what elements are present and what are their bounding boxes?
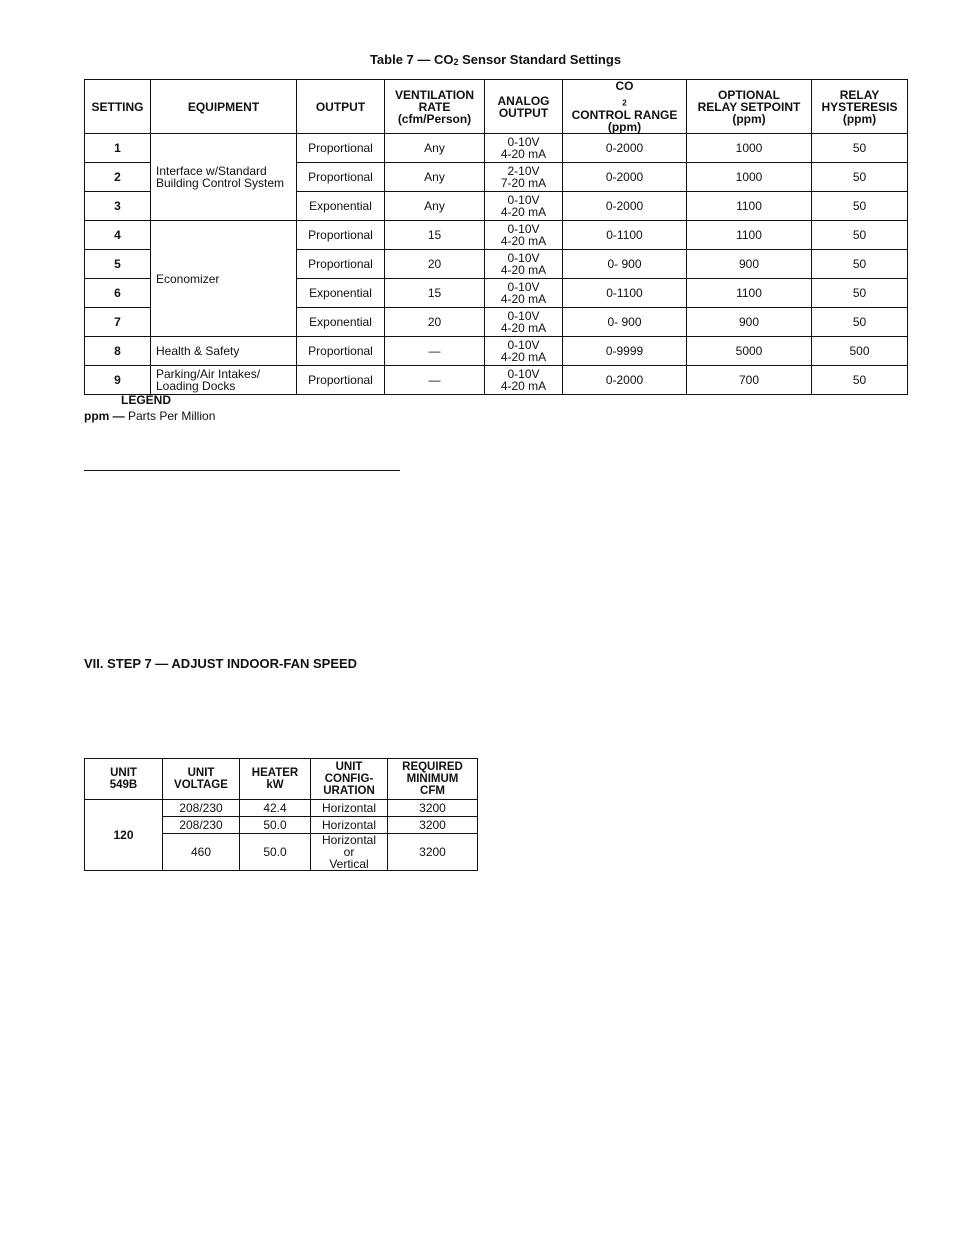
cell-output: Exponential: [297, 192, 385, 221]
cell-setting: 1: [85, 134, 151, 163]
cell-line: 2-10V: [507, 164, 540, 179]
cell-analog-output: [485, 308, 563, 337]
cell-relay-hysteresis: 50: [812, 366, 908, 395]
cell-line: 4-20 mA: [500, 321, 547, 336]
cell-configuration: [311, 817, 388, 834]
cell-line: 4-20 mA: [500, 292, 547, 307]
cell-line: 4-20 mA: [500, 350, 547, 365]
cell-ventilation-rate: Any: [385, 163, 485, 192]
cell-equipment: [151, 337, 297, 366]
cell-setting: 6: [85, 279, 151, 308]
cell-setting: 3: [85, 192, 151, 221]
cell-setting: 8: [85, 337, 151, 366]
col-co2-control-range: CO $_2$ CONTROL RANGE (ppm): [563, 80, 687, 134]
cell-relay-setpoint: 1000: [687, 134, 812, 163]
cell-line: 0-10V: [507, 251, 540, 266]
cell-line: or: [343, 845, 355, 859]
col-output: OUTPUT: [297, 80, 385, 134]
cell-voltage: 208/230: [163, 817, 240, 834]
cell-line: 0-10V: [507, 135, 540, 150]
cell-equipment: [151, 366, 297, 395]
divider-rule: [84, 470, 400, 471]
cell-output: Proportional: [297, 366, 385, 395]
cell-line: 4-20 mA: [500, 234, 547, 249]
cell-unit: 120: [85, 800, 163, 871]
col-configuration: UNIT CONFIG- URATION: [311, 759, 388, 800]
cell-equipment: [151, 134, 297, 221]
cell-control-range: 0-1100: [563, 279, 687, 308]
cell-line: 0-10V: [507, 367, 540, 382]
cell-relay-hysteresis: 50: [812, 308, 908, 337]
cell-relay-hysteresis: 50: [812, 134, 908, 163]
cell-setting: 5: [85, 250, 151, 279]
title-subscript: 2: [453, 57, 459, 67]
cell-relay-hysteresis: 50: [812, 221, 908, 250]
cell-ventilation-rate: 20: [385, 308, 485, 337]
cell-output: Proportional: [297, 250, 385, 279]
col-voltage: UNIT VOLTAGE: [163, 759, 240, 800]
cell-setting: 9: [85, 366, 151, 395]
cell-relay-setpoint: 1100: [687, 192, 812, 221]
col-heater-kw: HEATER kW: [240, 759, 311, 800]
cell-control-range: 0-2000: [563, 134, 687, 163]
cell-control-range: 0-9999: [563, 337, 687, 366]
table-row: [85, 337, 908, 366]
legend-meaning: Parts Per Million: [124, 409, 216, 423]
title-suffix: Sensor Standard Settings: [458, 52, 622, 67]
cell-analog-output: [485, 221, 563, 250]
cell-configuration: [311, 800, 388, 817]
table-row: [85, 800, 478, 817]
minimum-cfm-table: [84, 758, 478, 871]
col-optional-relay-setpoint: OPTIONAL RELAY SETPOINT (ppm): [687, 80, 812, 134]
cell-heater-kw: 42.4: [240, 800, 311, 817]
cell-relay-setpoint: 5000: [687, 337, 812, 366]
legend-entry: [84, 409, 215, 423]
cell-heater-kw: 50.0: [240, 834, 311, 871]
cell-line: Economizer: [156, 271, 220, 286]
cell-analog-output: [485, 163, 563, 192]
cell-analog-output: [485, 192, 563, 221]
cell-relay-setpoint: 900: [687, 250, 812, 279]
col-ventilation-rate: VENTILATION RATE (cfm/Person): [385, 80, 485, 134]
header-row: [85, 80, 908, 134]
cell-control-range: 0-2000: [563, 366, 687, 395]
col-required-cfm: REQUIRED MINIMUM CFM: [388, 759, 478, 800]
col-equipment: EQUIPMENT: [151, 80, 297, 134]
cell-line: Building Control System: [156, 176, 285, 191]
cell-line: Loading Docks: [156, 379, 236, 394]
cell-line: 0-10V: [507, 222, 540, 237]
col-analog-output: ANALOG OUTPUT: [485, 80, 563, 134]
cell-required-cfm: 3200: [388, 834, 478, 871]
cell-output: Exponential: [297, 279, 385, 308]
cell-analog-output: [485, 250, 563, 279]
cell-ventilation-rate: Any: [385, 134, 485, 163]
cell-configuration: [311, 834, 388, 871]
cell-relay-setpoint: 900: [687, 308, 812, 337]
cell-line: Horizontal: [321, 801, 377, 815]
cell-output: Proportional: [297, 134, 385, 163]
cell-relay-hysteresis: 50: [812, 279, 908, 308]
cell-ventilation-rate: —: [385, 366, 485, 395]
cell-line: 4-20 mA: [500, 379, 547, 394]
cell-line: 0-10V: [507, 193, 540, 208]
cell-analog-output: [485, 366, 563, 395]
cell-voltage: 208/230: [163, 800, 240, 817]
cell-analog-output: [485, 134, 563, 163]
cell-control-range: 0-1100: [563, 221, 687, 250]
title-prefix: Table 7 — CO: [369, 52, 454, 67]
cell-line: 0-10V: [507, 280, 540, 295]
cell-relay-setpoint: 1100: [687, 279, 812, 308]
cell-line: Vertical: [329, 857, 369, 871]
cell-control-range: 0-2000: [563, 163, 687, 192]
cell-line: 4-20 mA: [500, 147, 547, 162]
cell-relay-setpoint: 1000: [687, 163, 812, 192]
cell-ventilation-rate: 15: [385, 279, 485, 308]
table-row: [85, 134, 908, 163]
cell-relay-setpoint: 1100: [687, 221, 812, 250]
cell-control-range: 0- 900: [563, 250, 687, 279]
cell-voltage: 460: [163, 834, 240, 871]
cell-line: 0-10V: [507, 338, 540, 353]
cell-ventilation-rate: Any: [385, 192, 485, 221]
cell-line: 4-20 mA: [500, 263, 547, 278]
cell-output: Proportional: [297, 221, 385, 250]
cell-line: 4-20 mA: [500, 205, 547, 220]
cell-line: 0-10V: [507, 309, 540, 324]
co2-sensor-settings-table: [84, 79, 908, 395]
cell-setting: 7: [85, 308, 151, 337]
legend-abbr: ppm —: [84, 409, 125, 423]
section-heading: VII. STEP 7 — ADJUST INDOOR-FAN SPEED: [84, 656, 358, 671]
cell-line: Health & Safety: [156, 344, 240, 359]
legend-title: LEGEND: [121, 393, 172, 407]
cell-ventilation-rate: 20: [385, 250, 485, 279]
cell-analog-output: [485, 337, 563, 366]
header-row: [85, 759, 478, 800]
cell-line: Horizontal: [321, 818, 377, 832]
cell-relay-hysteresis: 50: [812, 250, 908, 279]
col-unit: UNIT 549B: [85, 759, 163, 800]
cell-heater-kw: 50.0: [240, 817, 311, 834]
cell-output: Proportional: [297, 163, 385, 192]
table-7-title: [84, 52, 907, 67]
table-row: [85, 221, 908, 250]
cell-ventilation-rate: —: [385, 337, 485, 366]
cell-control-range: 0- 900: [563, 308, 687, 337]
cell-control-range: 0-2000: [563, 192, 687, 221]
cell-output: Proportional: [297, 337, 385, 366]
cell-relay-setpoint: 700: [687, 366, 812, 395]
cell-relay-hysteresis: 50: [812, 163, 908, 192]
cell-relay-hysteresis: 50: [812, 192, 908, 221]
cell-line: Parking/Air Intakes/: [156, 367, 261, 382]
cell-setting: 2: [85, 163, 151, 192]
cell-relay-hysteresis: 500: [812, 337, 908, 366]
cell-output: Exponential: [297, 308, 385, 337]
cell-required-cfm: 3200: [388, 800, 478, 817]
col-relay-hysteresis: RELAY HYSTERESIS (ppm): [812, 80, 908, 134]
cell-line: Horizontal: [321, 833, 377, 847]
cell-ventilation-rate: 15: [385, 221, 485, 250]
cell-analog-output: [485, 279, 563, 308]
cell-required-cfm: 3200: [388, 817, 478, 834]
cell-line: 7-20 mA: [500, 176, 547, 191]
table-row: [85, 366, 908, 395]
cell-equipment: [151, 221, 297, 337]
cell-line: Interface w/Standard: [156, 164, 267, 179]
cell-setting: 4: [85, 221, 151, 250]
col-setting: SETTING: [85, 80, 151, 134]
